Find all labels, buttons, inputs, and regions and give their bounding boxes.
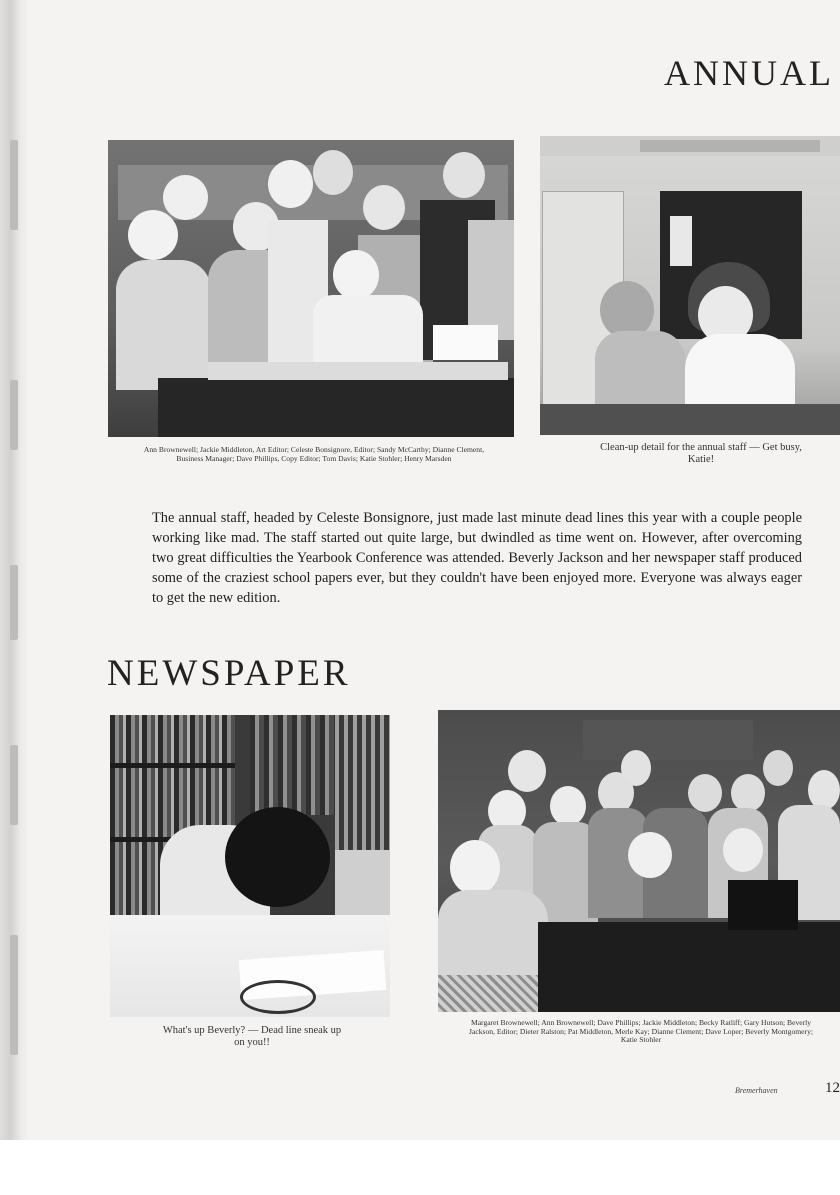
annual-staff-photo xyxy=(108,140,514,437)
binding-hole xyxy=(10,935,18,1055)
newspaper-beverly-photo xyxy=(110,715,390,1017)
page-binding-edge xyxy=(0,0,30,1140)
footer-publication-name: Bremerhaven xyxy=(735,1086,778,1095)
binding-hole xyxy=(10,380,18,450)
newspaper-heading: NEWSPAPER xyxy=(107,653,351,694)
binding-hole xyxy=(10,745,18,825)
annual-heading: ANNUAL xyxy=(664,53,834,93)
newspaper-beverly-photo-caption: What's up Beverly? — Dead line sneak up on you!! xyxy=(162,1025,342,1048)
annual-newspaper-body-text: The annual staff, headed by Celeste Bonsignore, just made last minute dead lines this year with a couple people working like mad. The staff started out quite large, but dwindled as time went on. However, after overcoming two great difficulties the Yearbook Conference was attended. Beverly Jackson and her newspaper staff produced some of the craziest school papers ever, but they couldn't have been enjoyed more. Everyone was always eager to get the new edition. xyxy=(152,510,802,606)
annual-cleanup-photo xyxy=(540,136,840,435)
binding-hole xyxy=(10,565,18,640)
newspaper-staff-photo-caption: Margaret Brownewell; Ann Brownewell; Dave Phillips; Jackie Middleton; Becky Ratliff; Gary Hutson; Beverly Jackson, Editor; Dieter Ralston; Pat Middleton, Merle Kay; Dianne Clement; Dave Loper; Beverly Montgomery; Katie Stohler xyxy=(469,1018,813,1044)
newspaper-staff-photo xyxy=(438,710,840,1012)
binding-hole xyxy=(10,140,18,230)
annual-cleanup-photo-caption: Clean-up detail for the annual staff — Get busy, Katie! xyxy=(600,442,802,465)
footer-page-number: 12 xyxy=(825,1080,840,1096)
annual-staff-photo-caption: Ann Brownewell; Jackie Middleton, Art Editor; Celeste Bonsignore, Editor; Sandy McCarthy; Dianne Clement, Business Manager; Dave Phillips, Copy Editor; Tom Davis; Katie Stohler; Henry Marsden xyxy=(143,445,485,463)
